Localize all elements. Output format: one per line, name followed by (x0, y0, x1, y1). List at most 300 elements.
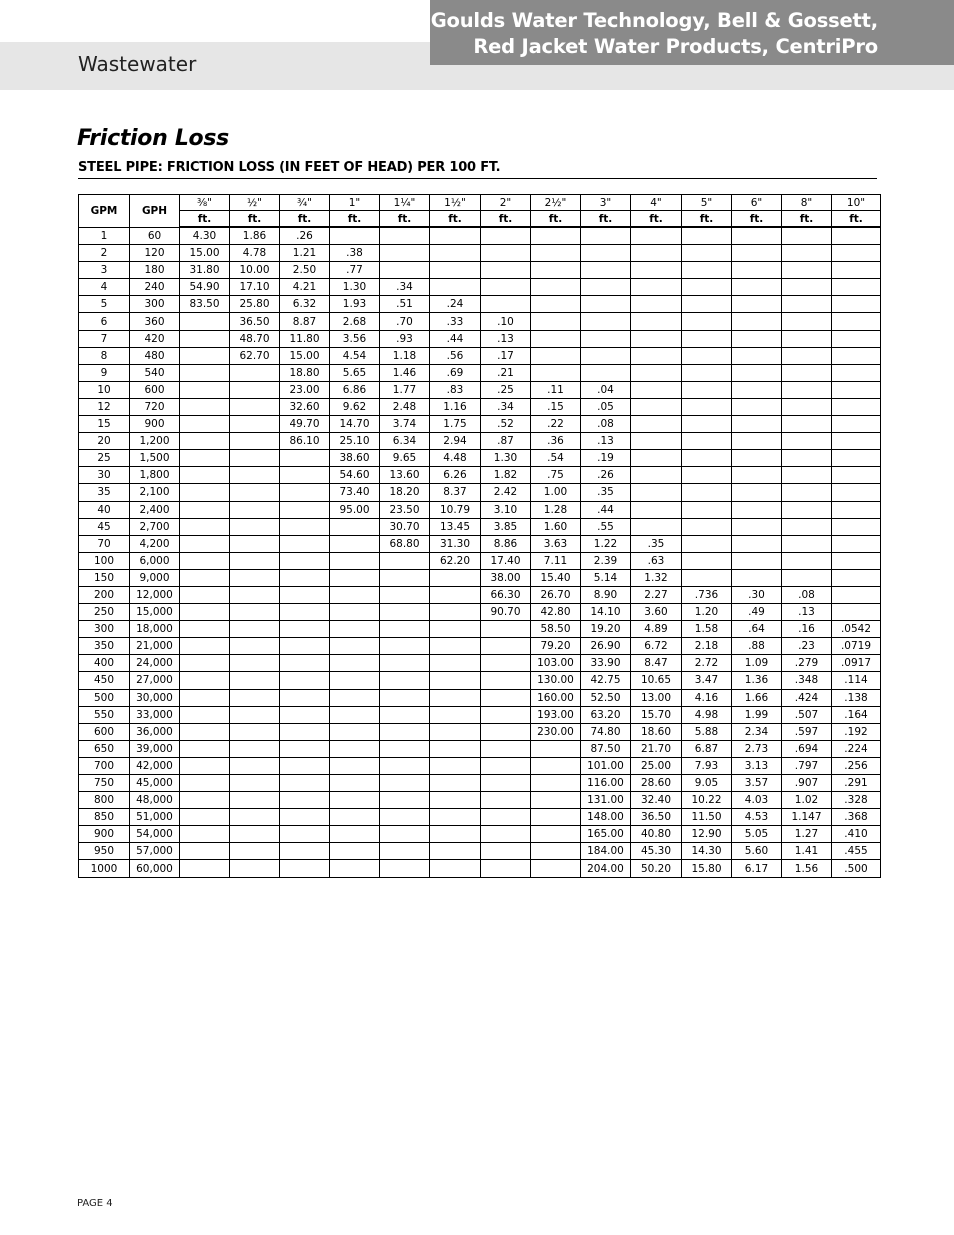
cell-friction-loss (832, 227, 881, 245)
cell-friction-loss (180, 467, 230, 484)
header-row-units (79, 211, 881, 228)
cell-friction-loss (380, 621, 430, 638)
cell-gpm: 250 (79, 604, 130, 621)
cell-friction-loss: 2.68 (330, 313, 380, 330)
cell-friction-loss (782, 484, 832, 501)
cell-friction-loss (631, 501, 682, 518)
cell-friction-loss: 87.50 (581, 740, 631, 757)
cell-gpm: 700 (79, 757, 130, 774)
cell-friction-loss: 1.56 (782, 860, 832, 877)
cell-friction-loss (531, 843, 581, 860)
cell-friction-loss: .0719 (832, 638, 881, 655)
cell-friction-loss: 2.94 (430, 433, 481, 450)
cell-gpm: 20 (79, 433, 130, 450)
cell-friction-loss: 2.72 (682, 655, 732, 672)
table-row (79, 638, 881, 655)
column-header-size: ¾" (280, 195, 330, 211)
cell-friction-loss (280, 843, 330, 860)
cell-friction-loss: 3.74 (380, 416, 430, 433)
cell-friction-loss (180, 604, 230, 621)
cell-friction-loss (180, 860, 230, 877)
cell-friction-loss (832, 467, 881, 484)
cell-gpm: 12 (79, 398, 130, 415)
cell-friction-loss (832, 262, 881, 279)
cell-friction-loss: 1.20 (682, 604, 732, 621)
cell-friction-loss (531, 757, 581, 774)
cell-friction-loss (230, 535, 280, 552)
column-header-unit: ft. (180, 211, 230, 228)
cell-friction-loss (581, 245, 631, 262)
cell-friction-loss: 26.90 (581, 638, 631, 655)
cell-gpm: 550 (79, 706, 130, 723)
cell-friction-loss (631, 245, 682, 262)
cell-friction-loss: 45.30 (631, 843, 682, 860)
cell-friction-loss (330, 775, 380, 792)
cell-gph: 39,000 (130, 740, 180, 757)
cell-friction-loss (230, 792, 280, 809)
cell-friction-loss (481, 689, 531, 706)
cell-friction-loss (230, 586, 280, 603)
cell-friction-loss (631, 330, 682, 347)
cell-friction-loss: 4.03 (732, 792, 782, 809)
cell-friction-loss (380, 843, 430, 860)
cell-gph: 300 (130, 296, 180, 313)
cell-friction-loss (180, 706, 230, 723)
cell-friction-loss (230, 433, 280, 450)
column-header-unit: ft. (330, 211, 380, 228)
cell-friction-loss (481, 227, 531, 245)
cell-friction-loss: 86.10 (280, 433, 330, 450)
cell-gph: 2,100 (130, 484, 180, 501)
cell-friction-loss: 165.00 (581, 826, 631, 843)
column-header-unit: ft. (682, 211, 732, 228)
cell-friction-loss: 63.20 (581, 706, 631, 723)
cell-friction-loss (380, 227, 430, 245)
cell-friction-loss (230, 467, 280, 484)
cell-friction-loss (380, 689, 430, 706)
cell-friction-loss (481, 792, 531, 809)
cell-friction-loss (682, 501, 732, 518)
cell-friction-loss (180, 586, 230, 603)
cell-friction-loss (531, 279, 581, 296)
cell-friction-loss (732, 484, 782, 501)
cell-friction-loss (180, 313, 230, 330)
cell-friction-loss: 4.98 (682, 706, 732, 723)
table-row (79, 552, 881, 569)
cell-friction-loss: 10.79 (430, 501, 481, 518)
cell-gpm: 1000 (79, 860, 130, 877)
cell-friction-loss (380, 262, 430, 279)
cell-friction-loss (782, 535, 832, 552)
cell-friction-loss: .26 (280, 227, 330, 245)
cell-friction-loss (732, 313, 782, 330)
cell-friction-loss (180, 535, 230, 552)
cell-friction-loss (280, 638, 330, 655)
cell-gph: 30,000 (130, 689, 180, 706)
cell-friction-loss (631, 227, 682, 245)
cell-gpm: 950 (79, 843, 130, 860)
cell-friction-loss (430, 586, 481, 603)
cell-friction-loss (380, 740, 430, 757)
table-row (79, 433, 881, 450)
cell-friction-loss (732, 330, 782, 347)
cell-gpm: 70 (79, 535, 130, 552)
cell-friction-loss (782, 569, 832, 586)
cell-friction-loss (832, 535, 881, 552)
cell-friction-loss (682, 398, 732, 415)
cell-friction-loss: 36.50 (230, 313, 280, 330)
cell-friction-loss (531, 826, 581, 843)
cell-friction-loss (280, 655, 330, 672)
cell-friction-loss (230, 809, 280, 826)
cell-friction-loss (682, 518, 732, 535)
cell-friction-loss (330, 552, 380, 569)
brand-box (430, 0, 954, 65)
cell-friction-loss: 25.00 (631, 757, 682, 774)
table-row (79, 843, 881, 860)
cell-friction-loss (682, 313, 732, 330)
cell-friction-loss (682, 364, 732, 381)
cell-friction-loss (631, 279, 682, 296)
table-row (79, 313, 881, 330)
cell-friction-loss (280, 757, 330, 774)
table-row (79, 450, 881, 467)
cell-friction-loss: 21.70 (631, 740, 682, 757)
cell-friction-loss (581, 347, 631, 364)
cell-friction-loss (732, 501, 782, 518)
cell-friction-loss: 1.21 (280, 245, 330, 262)
cell-friction-loss: 1.82 (481, 467, 531, 484)
cell-gph: 60 (130, 227, 180, 245)
table-row (79, 672, 881, 689)
cell-friction-loss: 8.37 (430, 484, 481, 501)
column-header-unit: ft. (280, 211, 330, 228)
cell-friction-loss: .21 (481, 364, 531, 381)
brand-line-2: Red Jacket Water Products, CentriPro (473, 35, 878, 58)
cell-friction-loss: 3.47 (682, 672, 732, 689)
cell-friction-loss (280, 672, 330, 689)
cell-friction-loss: .19 (581, 450, 631, 467)
table-row (79, 706, 881, 723)
cell-friction-loss: 83.50 (180, 296, 230, 313)
cell-friction-loss: 62.70 (230, 347, 280, 364)
cell-friction-loss: .75 (531, 467, 581, 484)
cell-friction-loss: .455 (832, 843, 881, 860)
cell-friction-loss: .17 (481, 347, 531, 364)
cell-friction-loss: 1.77 (380, 381, 430, 398)
cell-friction-loss (732, 245, 782, 262)
cell-friction-loss: .93 (380, 330, 430, 347)
cell-friction-loss: 14.70 (330, 416, 380, 433)
cell-friction-loss (832, 245, 881, 262)
cell-friction-loss (230, 826, 280, 843)
cell-friction-loss: .0542 (832, 621, 881, 638)
cell-friction-loss (832, 416, 881, 433)
cell-friction-loss: .04 (581, 381, 631, 398)
cell-gpm: 5 (79, 296, 130, 313)
cell-friction-loss (330, 740, 380, 757)
cell-friction-loss: .597 (782, 723, 832, 740)
cell-friction-loss: 15.00 (280, 347, 330, 364)
cell-friction-loss: 5.14 (581, 569, 631, 586)
cell-friction-loss: .34 (380, 279, 430, 296)
cell-friction-loss (230, 843, 280, 860)
cell-gph: 2,700 (130, 518, 180, 535)
cell-friction-loss (230, 638, 280, 655)
cell-friction-loss (531, 330, 581, 347)
cell-gph: 480 (130, 347, 180, 364)
cell-friction-loss: .54 (531, 450, 581, 467)
cell-friction-loss: 11.50 (682, 809, 732, 826)
cell-friction-loss (330, 586, 380, 603)
cell-friction-loss: .11 (531, 381, 581, 398)
cell-friction-loss: 15.80 (682, 860, 732, 877)
cell-friction-loss (430, 689, 481, 706)
page-number: PAGE 4 (77, 1198, 113, 1209)
cell-friction-loss: 103.00 (531, 655, 581, 672)
table-row (79, 689, 881, 706)
cell-friction-loss (481, 723, 531, 740)
cell-friction-loss (531, 860, 581, 877)
cell-friction-loss (481, 860, 531, 877)
cell-friction-loss (280, 826, 330, 843)
table-row (79, 416, 881, 433)
table-row (79, 398, 881, 415)
cell-friction-loss: 5.65 (330, 364, 380, 381)
cell-gph: 1,800 (130, 467, 180, 484)
cell-friction-loss: 1.41 (782, 843, 832, 860)
cell-friction-loss (380, 860, 430, 877)
cell-friction-loss (531, 347, 581, 364)
cell-friction-loss (832, 279, 881, 296)
cell-friction-loss (230, 398, 280, 415)
cell-friction-loss (782, 552, 832, 569)
cell-friction-loss: 74.80 (581, 723, 631, 740)
cell-gph: 180 (130, 262, 180, 279)
cell-friction-loss (631, 262, 682, 279)
cell-friction-loss (481, 826, 531, 843)
cell-friction-loss (531, 245, 581, 262)
cell-friction-loss (732, 552, 782, 569)
cell-friction-loss: 6.17 (732, 860, 782, 877)
cell-friction-loss (631, 416, 682, 433)
table-row (79, 826, 881, 843)
cell-friction-loss (581, 279, 631, 296)
cell-friction-loss (732, 296, 782, 313)
cell-gph: 36,000 (130, 723, 180, 740)
cell-friction-loss: 23.00 (280, 381, 330, 398)
cell-friction-loss (832, 518, 881, 535)
cell-friction-loss (180, 775, 230, 792)
cell-friction-loss: 1.27 (782, 826, 832, 843)
cell-friction-loss: .694 (782, 740, 832, 757)
cell-friction-loss: .38 (330, 245, 380, 262)
cell-friction-loss: .25 (481, 381, 531, 398)
table-row (79, 330, 881, 347)
cell-friction-loss: 3.10 (481, 501, 531, 518)
cell-friction-loss: .500 (832, 860, 881, 877)
table-row (79, 860, 881, 877)
cell-friction-loss: 79.20 (531, 638, 581, 655)
cell-friction-loss: 5.05 (732, 826, 782, 843)
cell-friction-loss: 58.50 (531, 621, 581, 638)
cell-friction-loss: .507 (782, 706, 832, 723)
column-header-gph: GPH (130, 195, 180, 228)
column-header-unit: ft. (782, 211, 832, 228)
cell-friction-loss (230, 655, 280, 672)
cell-friction-loss (230, 552, 280, 569)
table-row (79, 262, 881, 279)
cell-friction-loss: 4.89 (631, 621, 682, 638)
cell-friction-loss: 7.11 (531, 552, 581, 569)
cell-friction-loss: 1.30 (481, 450, 531, 467)
cell-friction-loss: .87 (481, 433, 531, 450)
cell-friction-loss: 54.90 (180, 279, 230, 296)
cell-friction-loss (682, 330, 732, 347)
cell-friction-loss (430, 604, 481, 621)
cell-gph: 45,000 (130, 775, 180, 792)
cell-friction-loss (380, 672, 430, 689)
cell-friction-loss (180, 364, 230, 381)
cell-friction-loss (682, 245, 732, 262)
column-header-unit: ft. (230, 211, 280, 228)
cell-friction-loss: 2.73 (732, 740, 782, 757)
cell-friction-loss: 18.60 (631, 723, 682, 740)
cell-friction-loss: .08 (782, 586, 832, 603)
cell-friction-loss: .26 (581, 467, 631, 484)
cell-friction-loss (732, 347, 782, 364)
cell-friction-loss (581, 262, 631, 279)
column-header-size: 8" (782, 195, 832, 211)
friction-loss-table (78, 194, 881, 878)
cell-friction-loss: 38.00 (481, 569, 531, 586)
cell-friction-loss (280, 860, 330, 877)
cell-friction-loss: 2.18 (682, 638, 732, 655)
cell-friction-loss: 31.30 (430, 535, 481, 552)
cell-friction-loss (832, 296, 881, 313)
cell-gph: 21,000 (130, 638, 180, 655)
cell-friction-loss: .63 (631, 552, 682, 569)
cell-friction-loss (581, 330, 631, 347)
cell-friction-loss: 14.30 (682, 843, 732, 860)
cell-friction-loss (782, 467, 832, 484)
cell-friction-loss: 54.60 (330, 467, 380, 484)
cell-friction-loss (581, 313, 631, 330)
cell-friction-loss (430, 723, 481, 740)
cell-friction-loss (581, 364, 631, 381)
cell-friction-loss (481, 245, 531, 262)
column-header-size: 1½" (430, 195, 481, 211)
column-header-unit: ft. (531, 211, 581, 228)
cell-friction-loss (280, 723, 330, 740)
cell-friction-loss: 4.78 (230, 245, 280, 262)
cell-friction-loss (782, 381, 832, 398)
cell-friction-loss: 40.80 (631, 826, 682, 843)
cell-friction-loss: 15.70 (631, 706, 682, 723)
cell-friction-loss (732, 535, 782, 552)
cell-friction-loss: .34 (481, 398, 531, 415)
cell-friction-loss (430, 706, 481, 723)
cell-friction-loss (180, 723, 230, 740)
cell-friction-loss: .36 (531, 433, 581, 450)
cell-friction-loss: .24 (430, 296, 481, 313)
column-header-size: 2" (481, 195, 531, 211)
cell-friction-loss: .16 (782, 621, 832, 638)
cell-friction-loss (330, 535, 380, 552)
cell-friction-loss (832, 552, 881, 569)
cell-gph: 1,500 (130, 450, 180, 467)
column-header-size: ½" (230, 195, 280, 211)
column-header-size: 1" (330, 195, 380, 211)
cell-friction-loss (180, 655, 230, 672)
cell-friction-loss (380, 706, 430, 723)
section-label: Wastewater (78, 52, 197, 76)
column-header-unit: ft. (481, 211, 531, 228)
cell-gpm: 600 (79, 723, 130, 740)
cell-friction-loss: 13.00 (631, 689, 682, 706)
brand-line-1: Goulds Water Technology, Bell & Gossett, (430, 9, 878, 32)
cell-gpm: 30 (79, 467, 130, 484)
cell-friction-loss: 6.34 (380, 433, 430, 450)
cell-friction-loss (230, 484, 280, 501)
cell-friction-loss (280, 689, 330, 706)
cell-friction-loss: 50.20 (631, 860, 682, 877)
table-row (79, 740, 881, 757)
cell-friction-loss: 1.75 (430, 416, 481, 433)
cell-friction-loss (531, 262, 581, 279)
cell-friction-loss: .10 (481, 313, 531, 330)
cell-friction-loss (230, 364, 280, 381)
cell-friction-loss (180, 433, 230, 450)
cell-friction-loss: .13 (581, 433, 631, 450)
cell-friction-loss: .05 (581, 398, 631, 415)
cell-friction-loss (230, 706, 280, 723)
column-header-unit: ft. (832, 211, 881, 228)
cell-gph: 540 (130, 364, 180, 381)
cell-gpm: 4 (79, 279, 130, 296)
cell-gpm: 2 (79, 245, 130, 262)
cell-friction-loss: 19.20 (581, 621, 631, 638)
cell-gpm: 450 (79, 672, 130, 689)
cell-friction-loss: 1.22 (581, 535, 631, 552)
cell-friction-loss (631, 381, 682, 398)
cell-friction-loss: 28.60 (631, 775, 682, 792)
cell-gph: 27,000 (130, 672, 180, 689)
cell-friction-loss (280, 604, 330, 621)
cell-friction-loss: 1.86 (230, 227, 280, 245)
table-row (79, 518, 881, 535)
cell-friction-loss: .291 (832, 775, 881, 792)
column-header-gpm: GPM (79, 195, 130, 228)
cell-friction-loss: .328 (832, 792, 881, 809)
cell-friction-loss (832, 381, 881, 398)
table-subtitle: STEEL PIPE: FRICTION LOSS (IN FEET OF HEAD) PER 100 FT. (78, 160, 501, 175)
cell-friction-loss: 90.70 (481, 604, 531, 621)
cell-friction-loss (782, 501, 832, 518)
cell-friction-loss (782, 262, 832, 279)
cell-friction-loss (732, 416, 782, 433)
table-row (79, 296, 881, 313)
cell-friction-loss (782, 450, 832, 467)
table-row (79, 621, 881, 638)
cell-friction-loss: 12.90 (682, 826, 732, 843)
cell-friction-loss (732, 364, 782, 381)
cell-friction-loss: .224 (832, 740, 881, 757)
cell-friction-loss (180, 809, 230, 826)
cell-friction-loss (330, 638, 380, 655)
column-header-size: ⅜" (180, 195, 230, 211)
cell-friction-loss (330, 655, 380, 672)
